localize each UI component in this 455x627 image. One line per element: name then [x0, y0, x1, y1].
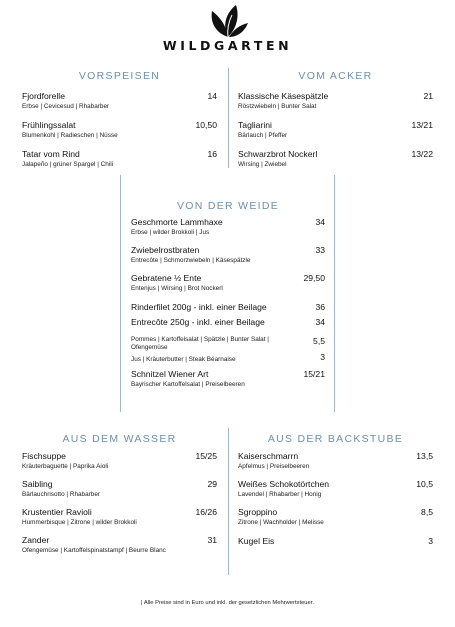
- section-aus-der-backstube: [238, 433, 433, 546]
- item-price: 13,5: [416, 451, 433, 461]
- item-name: Sgroppino: [238, 507, 278, 517]
- menu-item: [22, 479, 217, 498]
- menu-item: [238, 91, 433, 110]
- menu-item: [238, 507, 433, 526]
- divider-top: [228, 68, 229, 168]
- menu-item: [238, 536, 433, 546]
- item-name: Tatar vom Rind: [22, 149, 80, 159]
- menu-item: [131, 273, 325, 292]
- menu-item: [131, 217, 325, 236]
- item-price: 16: [207, 149, 217, 159]
- item-name: Saibling: [22, 479, 53, 489]
- item-name: Frühlingssalat: [22, 120, 76, 130]
- brand-name: WILDGARTEN: [162, 38, 293, 53]
- item-name: Schnitzel Wiener Art: [131, 369, 209, 379]
- item-description: Zitrone | Wachholder | Melisse: [238, 519, 324, 526]
- item-description: Hummerbisque | Zitrone | wilder Brokkoli: [22, 519, 137, 526]
- item-name: Klassische Käsespätzle: [238, 91, 329, 101]
- divider-bottom: [228, 428, 229, 575]
- item-description: Entrecôte | Schmorzwiebeln | Käsespätzle: [131, 257, 251, 264]
- item-description: Jalapeño | grüner Spargel | Chili: [22, 161, 114, 168]
- item-name: Entrecôte 250g - inkl. einer Beilage: [131, 317, 265, 327]
- item-name: Krustentier Ravioli: [22, 507, 92, 517]
- section-title: VON DER WEIDE: [176, 200, 280, 212]
- section-aus-dem-wasser: [22, 433, 217, 554]
- item-price: 10,50: [195, 120, 217, 130]
- sauces-list: Jus | Kräuterbutter | Steak Béarnaise: [131, 356, 236, 363]
- item-description: Bärlauchrisotto | Rhabarber: [22, 491, 101, 498]
- section-title: VOM ACKER: [298, 70, 373, 82]
- item-price: 31: [207, 535, 217, 545]
- menu-item: [238, 479, 433, 498]
- item-name: Gebratene ½ Ente: [131, 273, 202, 283]
- section-vorspeisen: [22, 70, 217, 168]
- item-description: Entenjus | Wirsing | Brot Nockerl: [131, 285, 223, 292]
- item-description: Bärlauch | Pfeffer: [238, 132, 288, 139]
- item-price: 34: [315, 317, 325, 327]
- item-price: 15/25: [195, 451, 217, 461]
- menu-item: [131, 302, 325, 312]
- item-price: 3: [428, 536, 433, 546]
- sauces-price: 3: [320, 352, 325, 362]
- menu-item: [238, 120, 433, 139]
- menu-item: [22, 91, 217, 110]
- sauces: [131, 352, 325, 363]
- menu-item: [22, 451, 217, 470]
- item-price: 15/21: [303, 369, 325, 379]
- section-von-der-weide: [131, 200, 325, 388]
- menu-item: [22, 535, 217, 554]
- menu-item: [238, 149, 433, 168]
- item-price: 16/26: [195, 507, 217, 517]
- item-description: Erbse | Cevicesud | Rhabarber: [22, 103, 110, 110]
- item-price: 13/21: [411, 120, 433, 130]
- item-name: Zander: [22, 535, 50, 545]
- item-description: Wirsing | Zwiebel: [238, 161, 287, 168]
- item-name: Rinderfilet 200g - inkl. einer Beilage: [131, 302, 267, 312]
- item-price: 29: [207, 479, 217, 489]
- leaf-logo-icon: [206, 3, 250, 39]
- item-description: Kräuterbaguette | Paprika Aioli: [22, 463, 109, 470]
- side-dishes: [131, 336, 325, 354]
- divider-left-middle: [120, 175, 121, 412]
- side-dishes-list: Pommes | Kartoffelsalat | Spätzle | Bunter Salat | Ofengemüse: [131, 336, 269, 351]
- side-dishes-price: 5,5: [313, 336, 325, 346]
- section-vom-acker: [238, 70, 433, 168]
- menu-item: [22, 149, 217, 168]
- item-name: Kaiserschmarrn: [238, 451, 299, 461]
- item-name: Zwiebelrostbraten: [131, 245, 200, 255]
- item-description: Bayrischer Kartoffelsalat | Preiselbeeren: [131, 381, 245, 388]
- item-price: 13/22: [411, 149, 433, 159]
- divider-right-middle: [334, 175, 335, 412]
- item-price: 33: [315, 245, 325, 255]
- item-price: 14: [207, 91, 217, 101]
- menu-item: [131, 369, 325, 388]
- item-price: 29,50: [303, 273, 325, 283]
- item-description: Lavendel | Rhabarber | Honig: [238, 491, 322, 498]
- menu-item: [131, 245, 325, 264]
- price-note: | Alle Preise sind in Euro und inkl. der gesetzlichen Mehrwertsteuer.: [141, 600, 314, 606]
- menu-item: [131, 317, 325, 327]
- item-name: Tagliarini: [238, 120, 272, 130]
- item-name: Schwarzbrot Nockerl: [238, 149, 318, 159]
- item-description: Blumenkohl | Radieschen | Nüsse: [22, 132, 118, 139]
- item-description: Röstzwiebeln | Bunter Salat: [238, 103, 317, 110]
- item-price: 34: [315, 217, 325, 227]
- menu-item: [22, 120, 217, 139]
- section-title: AUS DER BACKSTUBE: [267, 433, 404, 445]
- item-name: Kugel Eis: [238, 536, 275, 546]
- item-name: Fjordforelle: [22, 91, 65, 101]
- section-title: VORSPEISEN: [78, 70, 161, 82]
- item-description: Apfelmus | Preiselbeeren: [238, 463, 310, 470]
- item-price: 8,5: [421, 507, 433, 517]
- item-description: Erbse | wilder Brokkoli | Jus: [131, 229, 210, 236]
- item-price: 36: [315, 302, 325, 312]
- item-name: Weißes Schokotörtchen: [238, 479, 330, 489]
- item-name: Fischsuppe: [22, 451, 66, 461]
- item-price: 10,5: [416, 479, 433, 489]
- item-description: Ofengemüse | Kartoffelspinatstampf | Beurre Blanc: [22, 547, 166, 554]
- section-title: AUS DEM WASSER: [62, 433, 177, 445]
- item-price: 21: [423, 91, 433, 101]
- menu-item: [238, 451, 433, 470]
- item-name: Geschmorte Lammhaxe: [131, 217, 223, 227]
- menu-item: [22, 507, 217, 526]
